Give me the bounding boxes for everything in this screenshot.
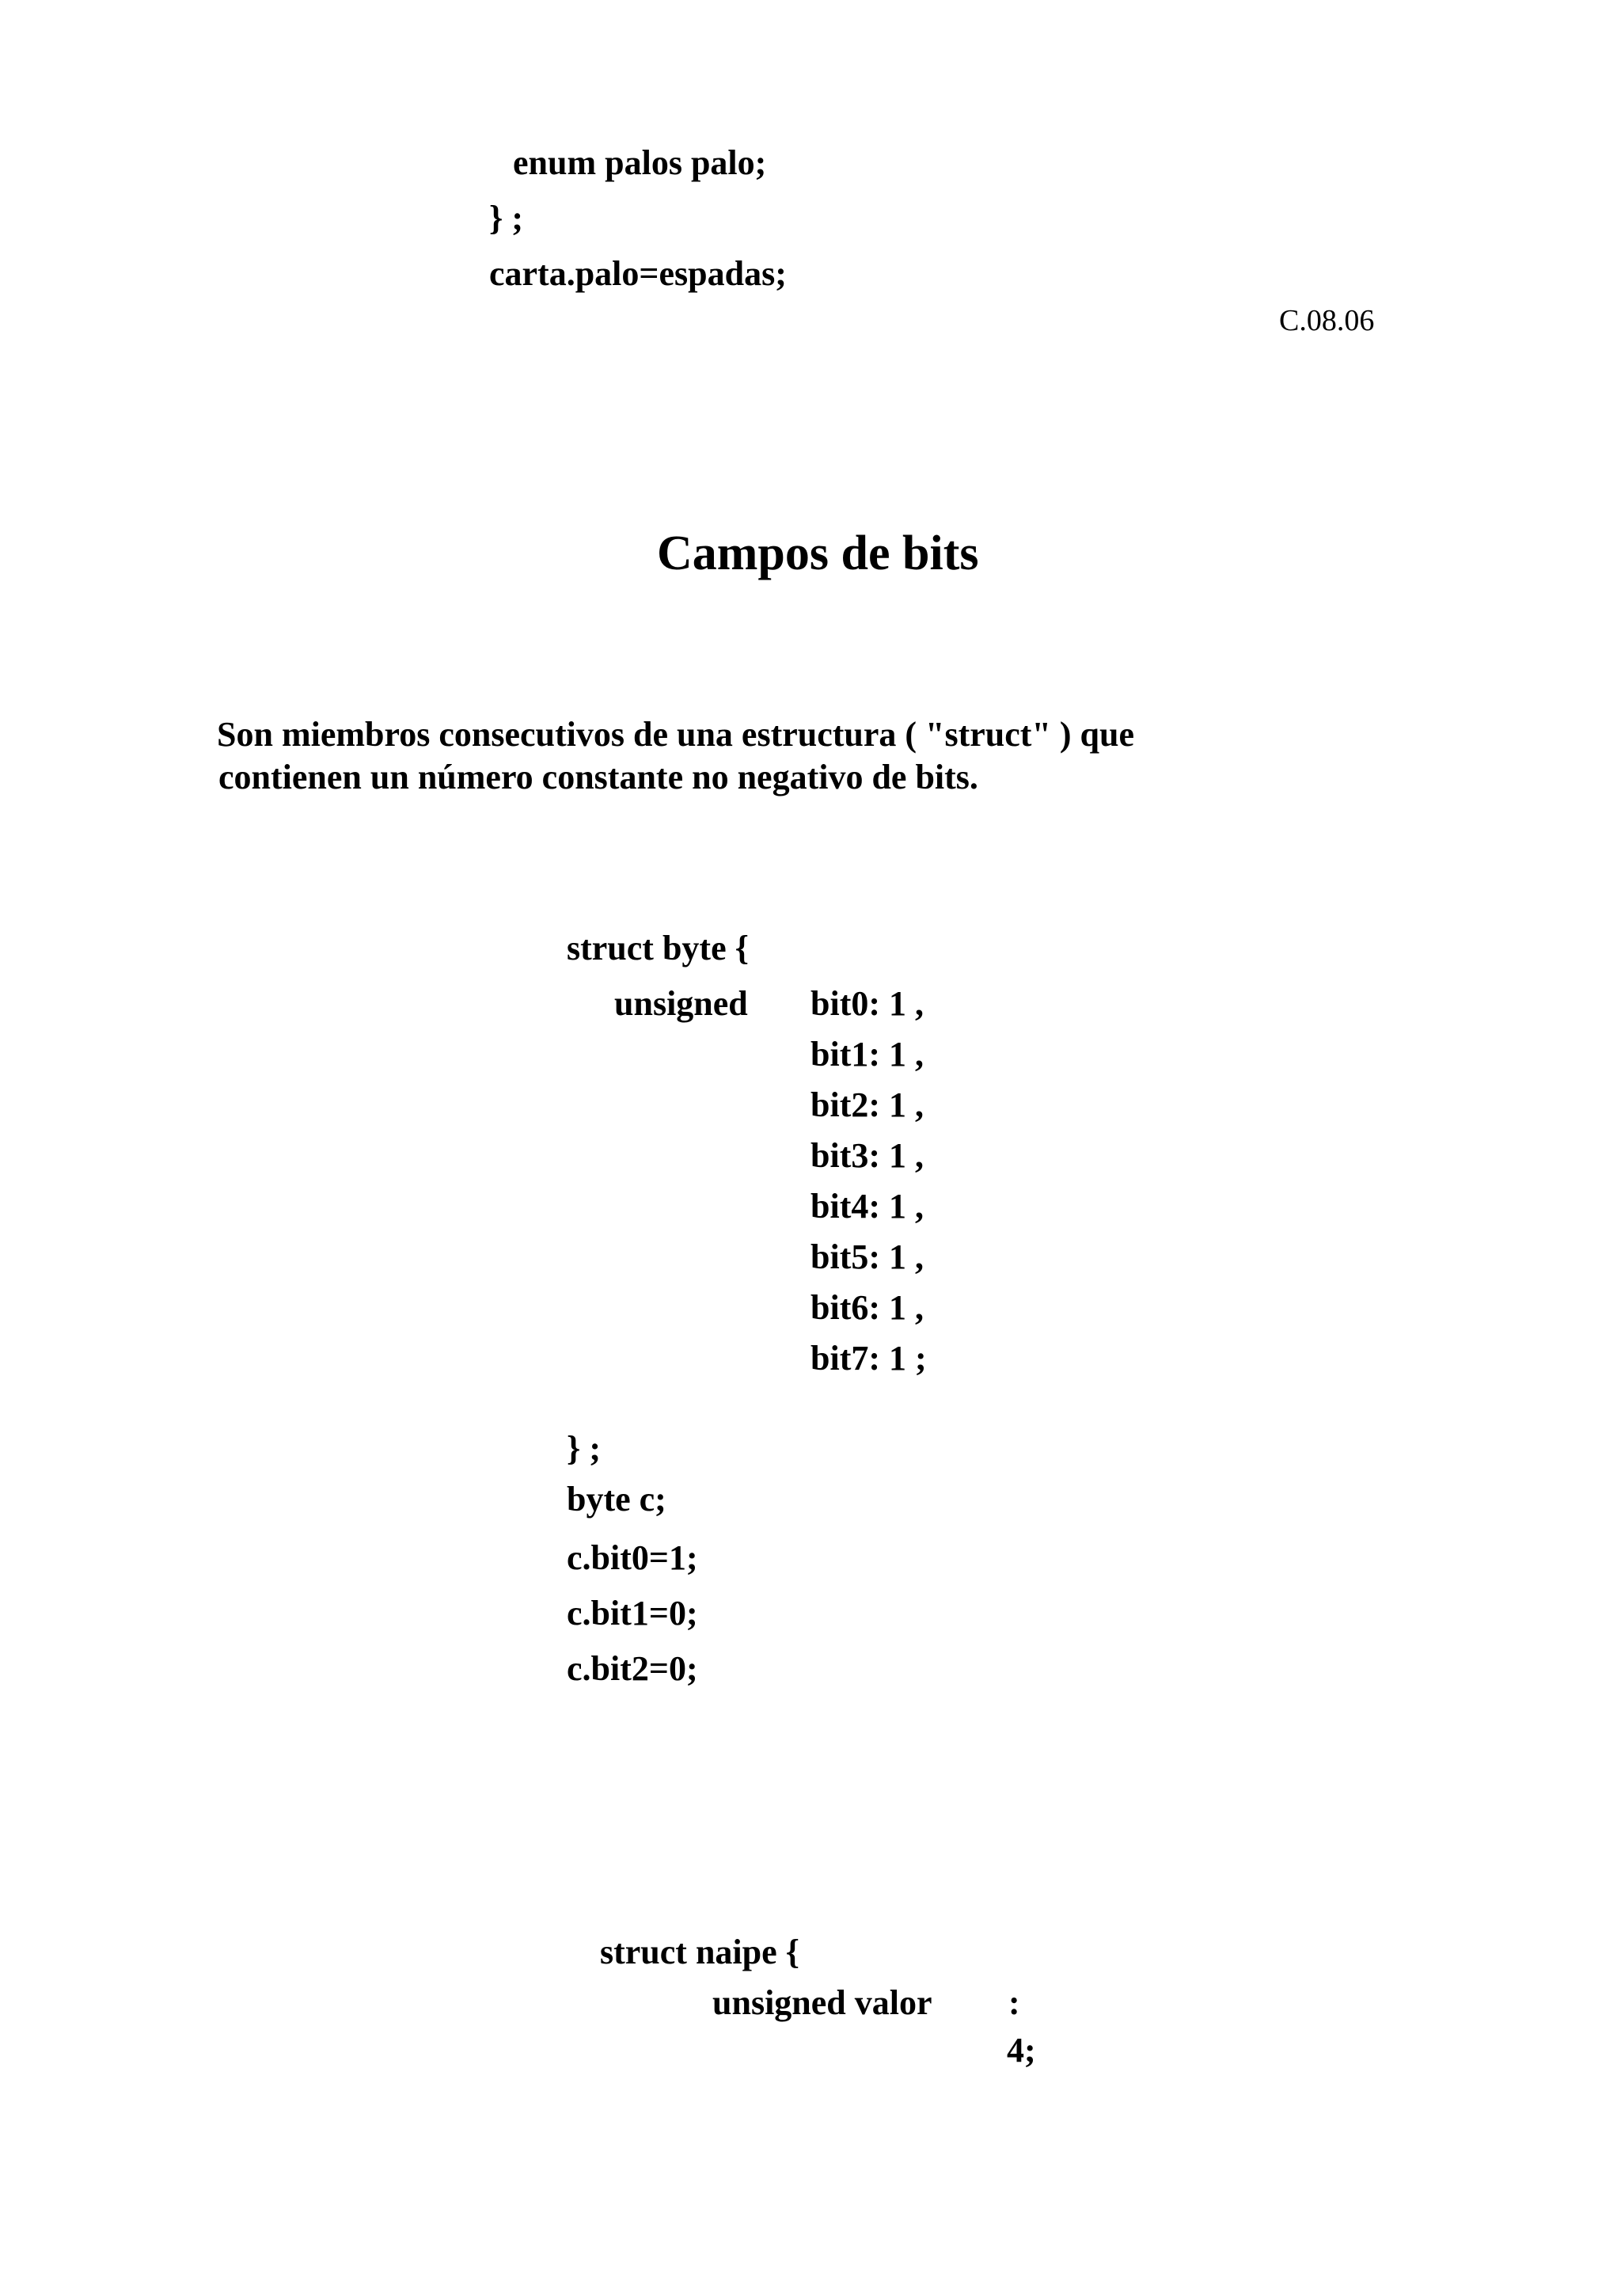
section-title: Campos de bits <box>657 526 979 580</box>
code-line-close-brace: } ; <box>489 199 523 238</box>
bitfield-bit6: bit6: 1 , <box>810 1288 924 1327</box>
byte-declaration: byte c; <box>567 1480 666 1519</box>
bitfield-bit0: bit0: 1 , <box>810 984 924 1023</box>
struct-naipe-member: unsigned valor <box>712 1983 932 2022</box>
struct-naipe-width: 4; <box>1007 2031 1036 2070</box>
description-line-1: Son miembros consecutivos de una estructura ( "struct" ) que <box>217 715 1134 754</box>
page-reference: C.08.06 <box>1279 304 1375 337</box>
bitfield-bit3: bit3: 1 , <box>810 1136 924 1175</box>
bitfield-bit7: bit7: 1 ; <box>810 1339 927 1378</box>
struct-byte-header: struct byte { <box>567 929 749 967</box>
assignment-bit1: c.bit1=0; <box>567 1594 698 1633</box>
assignment-bit0: c.bit0=1; <box>567 1538 698 1577</box>
assignment-bit2: c.bit2=0; <box>567 1649 698 1688</box>
struct-naipe-header: struct naipe { <box>600 1933 799 1971</box>
bitfield-bit1: bit1: 1 , <box>810 1035 924 1074</box>
description-line-2: contienen un número constante no negativo de bits. <box>218 758 978 796</box>
bitfield-bit5: bit5: 1 , <box>810 1237 924 1276</box>
bitfield-bit4: bit4: 1 , <box>810 1187 924 1226</box>
struct-byte-close: } ; <box>567 1429 601 1468</box>
code-line-enum-palo: enum palos palo; <box>513 143 767 182</box>
struct-naipe-colon: : <box>1008 1983 1020 2022</box>
bitfield-bit2: bit2: 1 , <box>810 1085 924 1124</box>
struct-byte-type: unsigned <box>614 984 748 1023</box>
code-line-carta-palo: carta.palo=espadas; <box>489 254 787 293</box>
